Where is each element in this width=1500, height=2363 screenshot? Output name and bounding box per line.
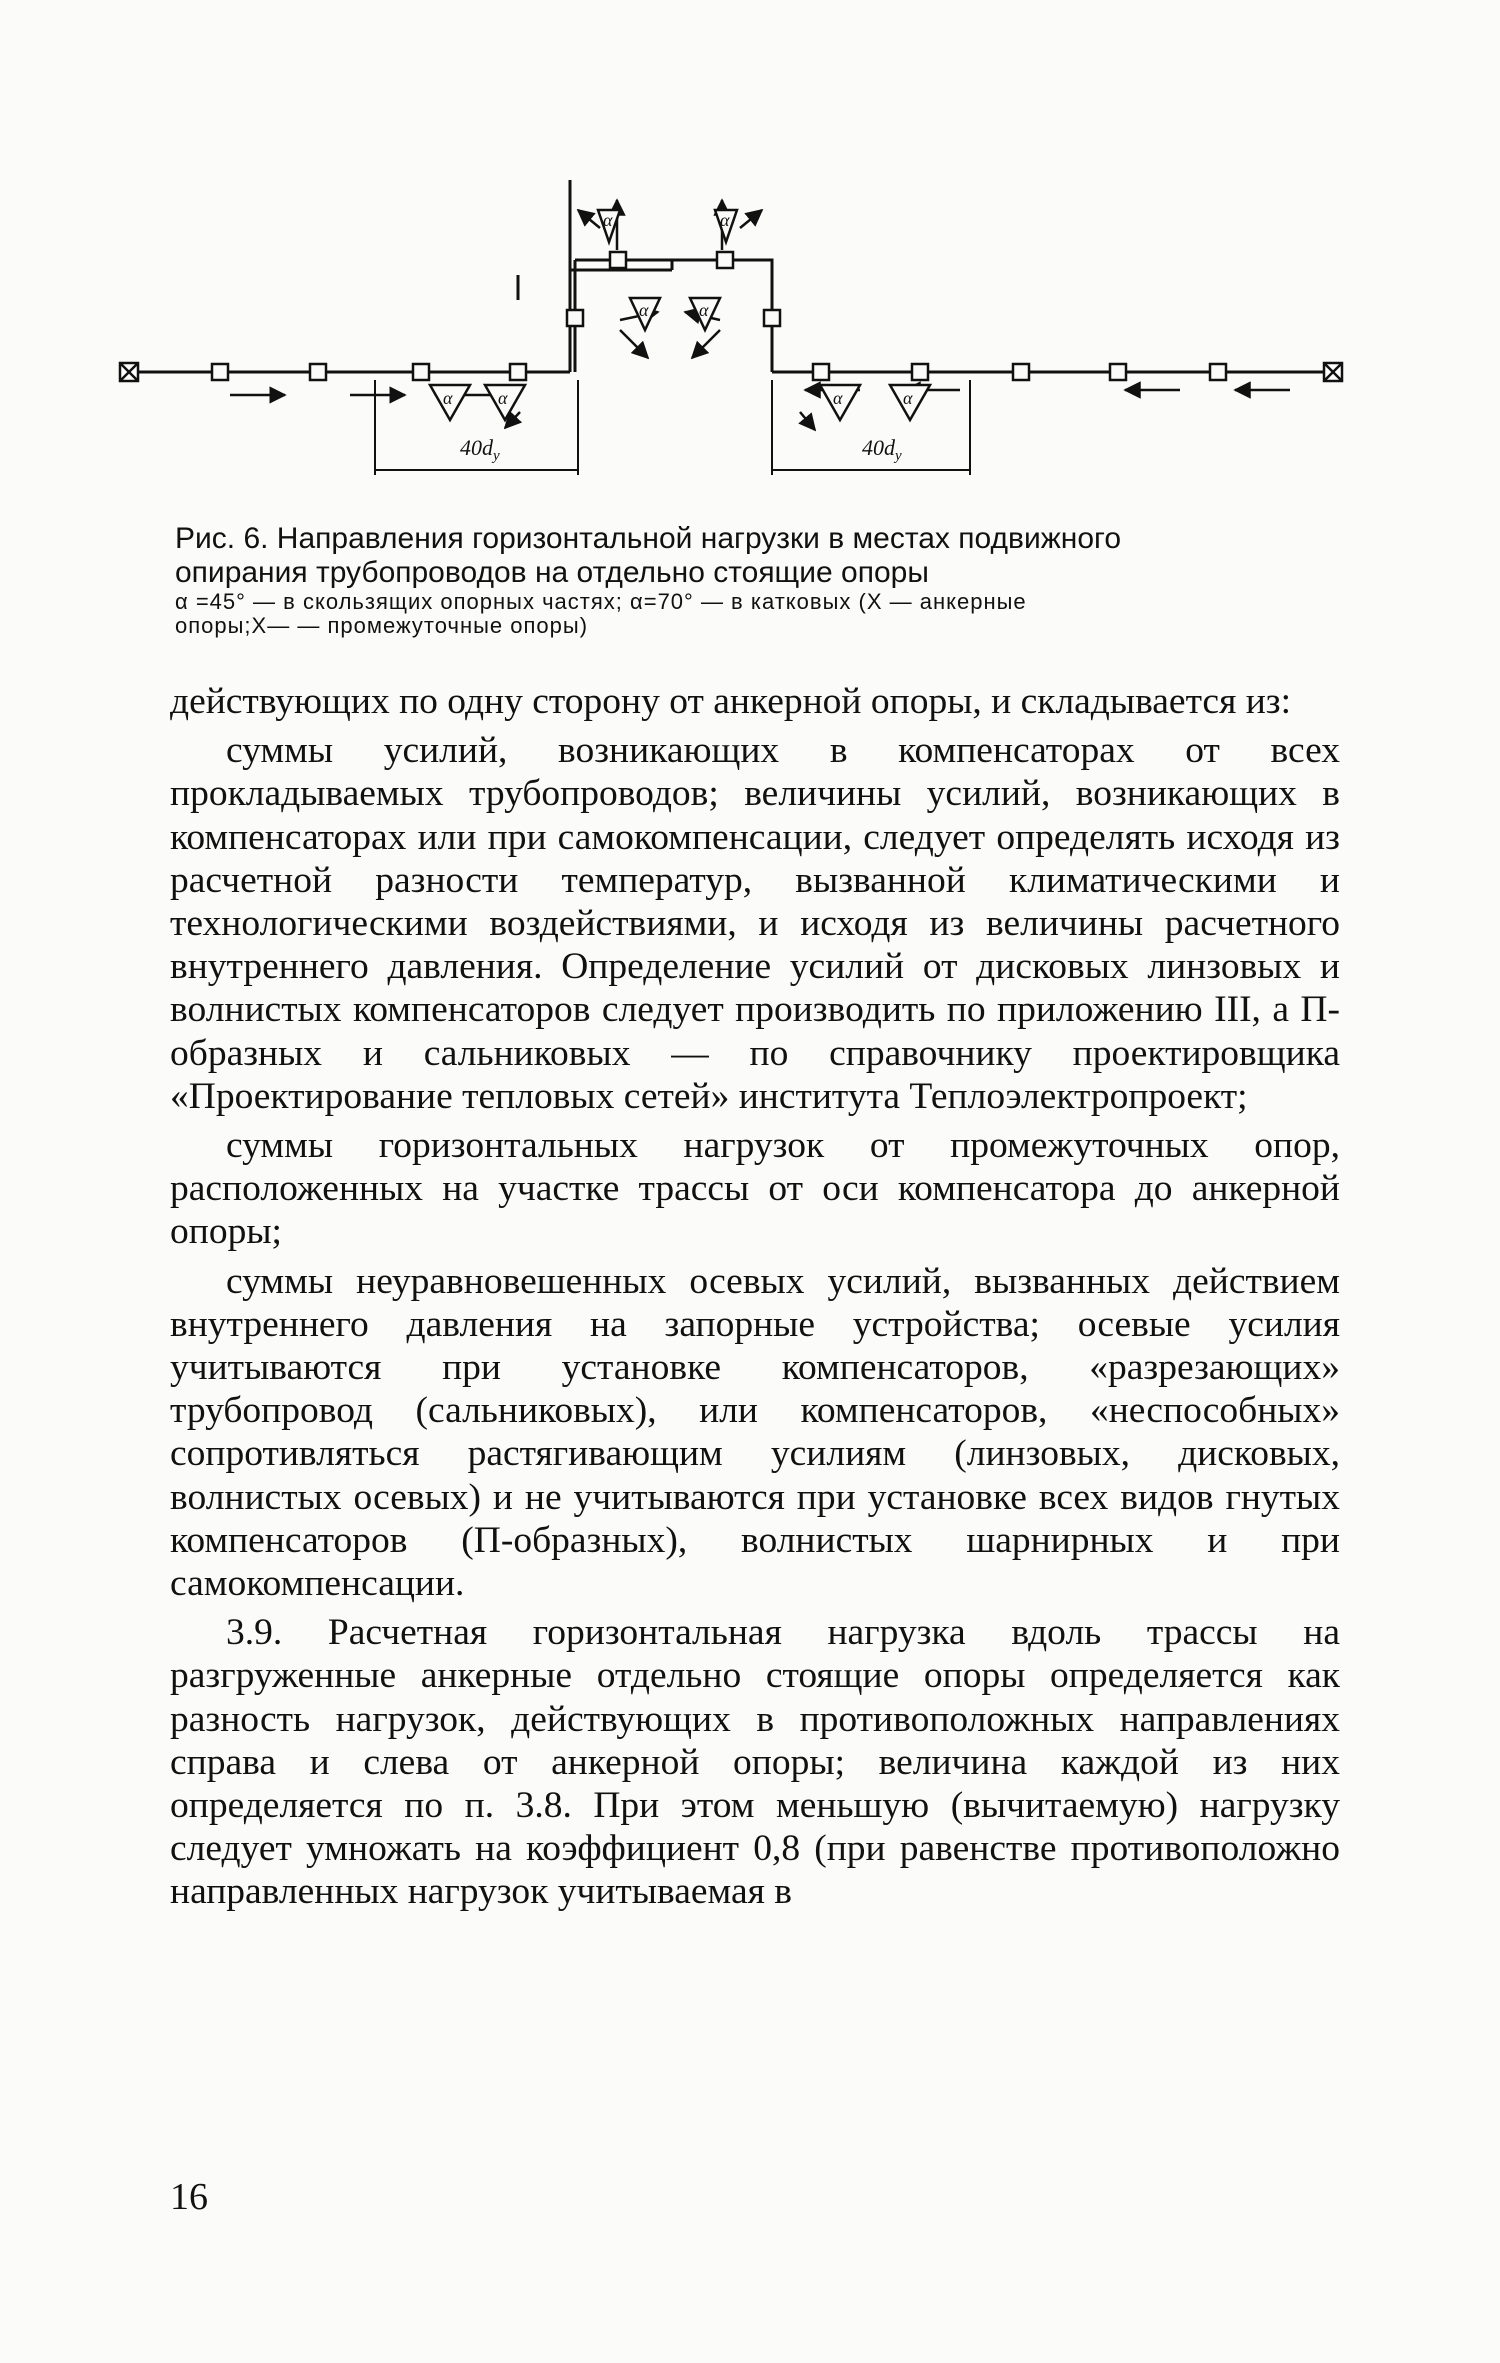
paragraph: суммы усилий, возникающих в компенсаторах от всех прокладываемых трубопроводов; величины усилий, возникающих в компенсаторах или при самокомпенсации, следует определять исходя из расчетной разности температур, вызванной климатическими и технологическими воздействиями, и исходя из величины расчетного внутреннего давления. Определение усилий от дисковых линзовых и волнистых компенсаторов следует производить по приложению III, а П-образных и сальниковых — по справочнику проектировщика «Проектирование тепловых сетей» института Теплоэлектропроект;	[170, 730, 1340, 1117]
paragraph: 3.9. Расчетная горизонтальная нагрузка вдоль трассы на разгруженные анкерные отдельно стоящие опоры определяется как разность нагрузок, действующих в противоположных направлениях справа и слева от анкерной опоры; величина каждой из них определяется по п. 3.8. При этом меньшую (вычитаемую) нагрузку следует умножать на коэффициент 0,8 (при равенстве противоположно направленных нагрузок учитываемая в	[170, 1612, 1340, 1913]
paragraph: суммы горизонтальных нагрузок от промежуточных опор, расположенных на участке трассы от оси компенсатора до анкерной опоры;	[170, 1125, 1340, 1253]
dimension-left: $40d_y$	[460, 435, 500, 464]
angle-label: α	[903, 388, 913, 408]
page-number: 16	[170, 2176, 208, 2218]
angle-label: α	[720, 210, 730, 230]
anchor-support-left	[120, 363, 138, 381]
dimension-right: $40d_y$	[862, 435, 902, 464]
figure-pipeline-diagram	[100, 180, 1360, 520]
caption-title-line1: Рис. 6. Направления горизонтальной нагрузки в местах подвижного	[175, 522, 1122, 555]
angle-label: α	[603, 210, 613, 230]
anchor-support-right	[1324, 363, 1342, 381]
intermediate-supports	[212, 252, 1226, 380]
figure-caption	[175, 522, 1345, 638]
caption-note-line1: α =45° — в скользящих опорных частях; α=70° — в катковых (X — анкерные	[175, 589, 1027, 614]
paragraph: суммы неуравновешенных осевых усилий, вызванных действием внутреннего давления на запорные устройства; осевые усилия учитываются при установке компенсаторов, «разрезающих» трубопровод (сальниковых), или компенсаторов, «неспособных» сопротивляться растягивающим усилиям (линзовых, дисковых, волнистых осевых) и не учитываются при установке всех видов гнутых компенсаторов (П-образных), волнистых шарнирных и при самокомпенсации.	[170, 1260, 1340, 1605]
angle-label: α	[498, 388, 508, 408]
paragraph: действующих по одну сторону от анкерной опоры, и складывается из:	[170, 681, 1291, 722]
body-text	[170, 680, 1340, 1920]
angle-label: α	[443, 388, 453, 408]
angle-label: α	[699, 300, 709, 320]
angle-label: α	[833, 388, 843, 408]
angle-label: α	[639, 300, 649, 320]
caption-note-line2: опоры;X— — промежуточные опоры)	[175, 613, 589, 638]
caption-title-line2: опирания трубопроводов на отдельно стоящие опоры	[175, 556, 929, 589]
